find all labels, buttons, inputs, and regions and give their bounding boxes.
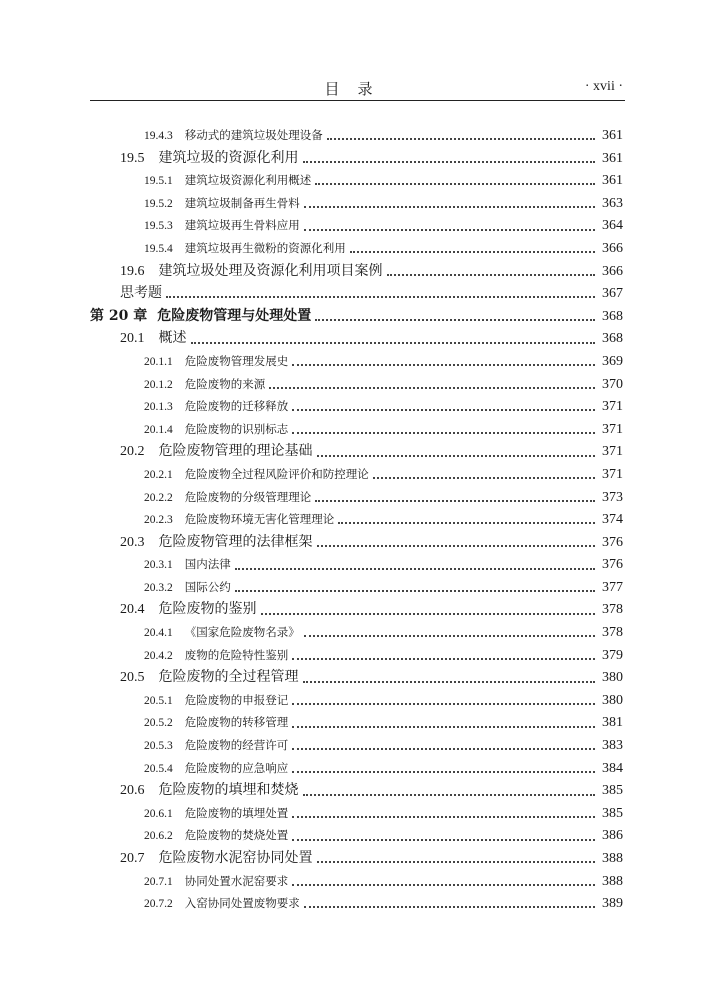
toc-entry-number: 19.4.3 — [144, 130, 173, 142]
toc-entry[interactable] — [90, 711, 623, 734]
toc-entry-label — [144, 237, 346, 261]
toc-entry-title: 入窑协同处置废物要求 — [184, 896, 300, 911]
dot-leader — [350, 251, 595, 253]
toc-entry-title: 危险废物管理与处理处置 — [157, 307, 312, 324]
dot-leader — [304, 635, 595, 637]
toc-entry[interactable] — [90, 214, 623, 237]
toc-entry[interactable] — [90, 847, 623, 870]
toc-entry[interactable] — [90, 192, 623, 215]
toc-entry[interactable] — [90, 418, 623, 441]
toc-entry-number: 20.1.4 — [144, 423, 173, 436]
toc-entry-page: 363 — [602, 195, 623, 211]
dot-leader — [292, 409, 595, 411]
toc-entry-page: 389 — [602, 896, 623, 912]
toc-entry[interactable] — [90, 508, 623, 531]
toc-entry-page: 368 — [602, 308, 623, 324]
toc-entry-page: 366 — [602, 240, 623, 256]
toc-entry-page: 380 — [602, 692, 623, 708]
toc-entry-page: 378 — [602, 602, 623, 618]
toc-entry[interactable] — [90, 260, 623, 283]
toc-entry[interactable] — [90, 373, 623, 396]
dot-leader — [315, 319, 595, 321]
toc-entry-title: 危险废物的全过程管理 — [158, 669, 299, 686]
toc-entry-title: 《国家危险废物名录》 — [184, 625, 300, 640]
toc-entry-page: 380 — [602, 670, 623, 686]
toc-entry-title: 建筑垃圾资源化利用概述 — [184, 173, 312, 188]
toc-entry-title: 危险废物的经营许可 — [184, 738, 289, 753]
toc-entry-title: 危险废物管理的理论基础 — [158, 443, 313, 460]
toc-entry[interactable] — [90, 689, 623, 712]
dot-leader — [317, 545, 596, 547]
dot-leader — [373, 477, 595, 479]
toc-entry-label — [144, 870, 288, 894]
toc-entry-page: 366 — [602, 263, 623, 279]
header-page-number: · xvii · — [584, 79, 623, 94]
toc-entry-title: 危险废物的应急响应 — [184, 760, 289, 775]
toc-entry-label — [120, 598, 257, 622]
toc-entry-number: 20.7 — [120, 851, 145, 866]
toc-entry-number: 20.1.1 — [144, 355, 173, 368]
toc-entry-number: 20.1.2 — [144, 378, 173, 391]
toc-entry-label — [120, 666, 299, 690]
toc-entry-label — [144, 508, 334, 532]
toc-entry-title: 建筑垃圾制备再生骨料 — [184, 195, 300, 210]
toc-entry-page: 376 — [602, 557, 623, 573]
toc-entry-label — [144, 418, 288, 442]
dot-leader — [304, 206, 595, 208]
toc-entry[interactable] — [90, 892, 623, 915]
toc-entry-number: 20.5.4 — [144, 762, 173, 775]
toc-entry-page: 388 — [602, 873, 623, 889]
toc-entry-number: 19.6 — [120, 263, 145, 279]
toc-entry-number: 20.7.2 — [144, 898, 173, 911]
dot-leader — [292, 658, 595, 660]
toc-entry-page: 385 — [602, 805, 623, 821]
dot-leader — [292, 839, 595, 841]
toc-entry[interactable] — [90, 553, 623, 576]
toc-entry-number: 20.2.2 — [144, 491, 173, 504]
toc-entry-label — [144, 486, 311, 510]
dot-leader — [292, 726, 595, 728]
toc-entry-number: 20.7.1 — [144, 875, 173, 888]
toc-entry-title: 危险废物的迁移释放 — [184, 399, 289, 414]
dot-leader — [292, 884, 595, 886]
toc-entry-page: 378 — [602, 625, 623, 641]
toc-entry-title: 协同处置水泥窑要求 — [184, 873, 289, 888]
toc-entry[interactable] — [90, 486, 623, 509]
toc-entry-title: 危险废物管理的法律框架 — [158, 533, 313, 550]
toc-entry-label — [120, 440, 313, 464]
toc-entry-label — [144, 373, 265, 397]
dot-leader — [166, 296, 595, 298]
toc-entry[interactable] — [90, 779, 623, 802]
toc-entry-title: 废物的危险特性鉴别 — [184, 647, 289, 662]
toc-entry-number: 20.1 — [120, 331, 145, 347]
toc-entry-number: 20.4.2 — [144, 649, 173, 662]
toc-entry[interactable] — [90, 598, 623, 621]
dot-leader — [292, 816, 595, 818]
dot-leader — [303, 161, 596, 163]
toc-entry[interactable] — [90, 305, 623, 328]
dot-leader — [315, 500, 595, 502]
toc-entry[interactable] — [90, 463, 623, 486]
dot-leader — [304, 229, 595, 231]
toc-entry-number: 19.5.4 — [144, 242, 173, 255]
toc-entry-label — [144, 802, 288, 826]
toc-entry-page: 370 — [602, 376, 623, 392]
toc-entry[interactable] — [90, 395, 623, 418]
toc-entry-title: 危险废物的识别标志 — [184, 421, 289, 436]
running-header — [90, 78, 625, 101]
toc-entry[interactable] — [90, 870, 623, 893]
toc-entry-label — [144, 124, 323, 148]
toc-entry-number: 20.2.3 — [144, 514, 173, 527]
toc-entry-title: 移动式的建筑垃圾处理设备 — [184, 128, 323, 142]
toc-entry-title: 危险废物的分级管理理论 — [184, 489, 312, 504]
toc-entry-label — [120, 779, 299, 803]
toc-entry-label — [120, 147, 299, 171]
toc-entry-number: 20.3 — [120, 534, 145, 550]
toc-entry-number: 19.5.1 — [144, 175, 173, 188]
toc-entry[interactable] — [90, 124, 623, 147]
toc-entry[interactable] — [90, 169, 623, 192]
dot-leader — [191, 342, 596, 344]
toc-entry-page: 388 — [602, 851, 623, 866]
toc-entry-number: 20.2.1 — [144, 468, 173, 481]
toc-entry-page: 377 — [602, 579, 623, 595]
toc-entry-number: 20.5.1 — [144, 694, 173, 707]
toc-entry-label — [144, 621, 300, 645]
header-title: 目录 — [324, 80, 391, 98]
toc-entry-page: 371 — [602, 444, 623, 460]
toc-entry-page: 371 — [602, 399, 623, 415]
toc-entry[interactable] — [90, 350, 623, 373]
toc-entry-title: 危险废物的转移管理 — [184, 715, 289, 730]
toc-entry-number: 20.4 — [120, 602, 145, 618]
dot-leader — [317, 861, 596, 863]
toc-entry-title: 危险废物全过程风险评价和防控理论 — [184, 466, 369, 481]
dot-leader — [292, 771, 595, 773]
dot-leader — [235, 568, 595, 570]
toc-entry-label — [144, 192, 300, 216]
toc-entry-label — [120, 327, 187, 351]
toc-entry-page: 371 — [602, 421, 623, 437]
toc-entry-page: 379 — [602, 647, 623, 663]
toc-entry-title: 建筑垃圾再生骨料应用 — [184, 218, 300, 233]
toc-entry-number: 20.3.1 — [144, 559, 173, 572]
toc-entry-title: 危险废物环境无害化管理理论 — [184, 512, 335, 527]
toc-entry-label — [144, 463, 369, 487]
dot-leader — [235, 590, 595, 592]
toc-entry-number: 20.5.3 — [144, 740, 173, 753]
toc-entry-page: 373 — [602, 489, 623, 505]
dot-leader — [317, 455, 596, 457]
toc-entry-title: 危险废物水泥窑协同处置 — [158, 850, 313, 866]
toc-entry-label — [144, 350, 288, 374]
toc-entry-label — [144, 214, 300, 238]
toc-entry-title: 危险废物的申报登记 — [184, 692, 289, 707]
toc-entry-number: 第 20 章 — [90, 307, 148, 324]
toc-entry-page: 374 — [602, 512, 623, 528]
toc-entry[interactable] — [90, 147, 623, 170]
toc-entry-page: 364 — [602, 218, 623, 234]
toc-entry-label — [120, 260, 383, 284]
toc-entry-label — [144, 644, 288, 668]
toc-entry-title: 危险废物的来源 — [184, 376, 266, 391]
toc-entry-page: 361 — [602, 128, 623, 143]
dot-leader — [338, 522, 595, 524]
toc-entry-number: 20.4.1 — [144, 627, 173, 640]
toc-entry[interactable] — [90, 757, 623, 780]
toc-entry-title: 概述 — [158, 330, 187, 347]
toc-entry[interactable] — [90, 734, 623, 757]
toc-entry-number: 19.5 — [120, 150, 145, 166]
toc-entry-page: 386 — [602, 828, 623, 844]
toc-entry-label — [144, 689, 288, 713]
toc-entry-title: 建筑垃圾再生微粉的资源化利用 — [184, 240, 346, 255]
toc-entry[interactable] — [90, 824, 623, 847]
toc-entry-number: 20.6.2 — [144, 830, 173, 843]
toc-entry-title: 建筑垃圾处理及资源化利用项目案例 — [158, 262, 383, 279]
toc-entry-number: 20.2 — [120, 444, 145, 460]
toc-entry[interactable] — [90, 282, 623, 305]
toc-entry-page: 367 — [602, 286, 623, 302]
toc-entry-title: 危险废物的填埋处置 — [184, 805, 289, 820]
toc-entry-label — [144, 553, 231, 577]
toc-entry-page: 385 — [602, 783, 623, 799]
toc-entry-number: 20.6.1 — [144, 807, 173, 820]
toc-entry-page: 371 — [602, 466, 623, 482]
toc-entry-number: 19.5.2 — [144, 197, 173, 210]
table-of-contents — [90, 124, 623, 915]
dot-leader — [304, 906, 595, 908]
toc-entry-label — [144, 711, 288, 735]
toc-entry[interactable] — [90, 666, 623, 689]
toc-entry-number: 20.5 — [120, 670, 145, 686]
dot-leader — [315, 183, 595, 185]
dot-leader — [387, 274, 596, 276]
toc-entry[interactable] — [90, 576, 623, 599]
dot-leader — [292, 432, 595, 434]
toc-entry-page: 381 — [602, 715, 623, 731]
toc-entry-label — [144, 824, 288, 848]
dot-leader — [261, 613, 596, 615]
toc-entry-page: 376 — [602, 534, 623, 550]
dot-leader — [327, 138, 595, 140]
toc-entry-label — [120, 282, 162, 305]
toc-entry-number: 19.5.3 — [144, 220, 173, 233]
toc-entry-page: 384 — [602, 760, 623, 776]
toc-entry-number: 20.3.2 — [144, 581, 173, 594]
toc-entry-label — [144, 734, 288, 758]
toc-entry-label — [120, 847, 313, 871]
toc-entry[interactable] — [90, 237, 623, 260]
toc-entry-page: 369 — [602, 353, 623, 369]
dot-leader — [292, 364, 595, 366]
toc-entry-title: 危险废物的填埋和焚烧 — [158, 782, 299, 799]
toc-entry-title: 危险废物的焚烧处置 — [184, 828, 289, 843]
dot-leader — [303, 681, 596, 683]
toc-entry[interactable] — [90, 327, 623, 350]
dot-leader — [292, 703, 595, 705]
toc-entry-title: 危险废物管理发展史 — [184, 353, 289, 368]
dot-leader — [292, 748, 595, 750]
toc-entry-number: 20.5.2 — [144, 717, 173, 730]
toc-entry-label — [144, 576, 231, 600]
toc-entry-label — [144, 892, 300, 916]
dot-leader — [269, 387, 595, 389]
toc-entry-title: 国际公约 — [184, 579, 231, 594]
toc-entry-label — [120, 531, 313, 555]
toc-entry-label — [144, 395, 288, 419]
toc-entry-number: 20.1.3 — [144, 401, 173, 414]
toc-entry[interactable] — [90, 621, 623, 644]
toc-entry-page: 383 — [602, 738, 623, 754]
toc-entry-title: 思考题 — [120, 285, 162, 302]
toc-entry-page: 361 — [602, 150, 623, 166]
toc-entry-label — [144, 169, 311, 193]
dot-leader — [303, 794, 596, 796]
toc-entry-label — [144, 757, 288, 781]
toc-entry-title: 国内法律 — [184, 557, 231, 572]
toc-entry[interactable] — [90, 531, 623, 554]
toc-entry-page: 361 — [602, 173, 623, 189]
toc-entry[interactable] — [90, 802, 623, 825]
toc-entry-page: 368 — [602, 331, 623, 347]
toc-entry-title: 危险废物的鉴别 — [158, 601, 257, 618]
toc-entry-title: 建筑垃圾的资源化利用 — [158, 149, 299, 166]
toc-entry-label — [90, 305, 311, 328]
toc-entry[interactable] — [90, 440, 623, 463]
toc-entry[interactable] — [90, 644, 623, 667]
toc-entry-number: 20.6 — [120, 783, 145, 799]
